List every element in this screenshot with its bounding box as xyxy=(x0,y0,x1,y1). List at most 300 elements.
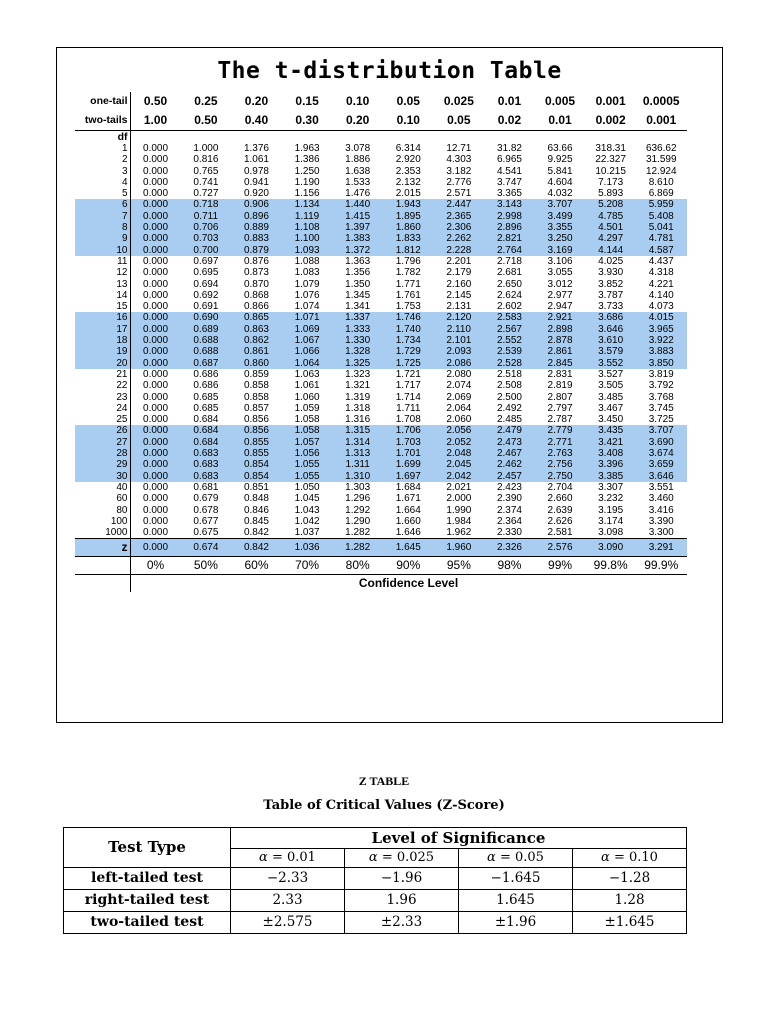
critical-value: 1.337 xyxy=(332,312,383,323)
critical-value: 0.695 xyxy=(193,267,219,279)
critical-value: 1.292 xyxy=(345,504,371,516)
df-value: 12 xyxy=(75,267,130,278)
critical-value: 0.694 xyxy=(193,278,219,290)
critical-value: 2.896 xyxy=(484,222,535,233)
critical-value: 1.962 xyxy=(446,527,472,539)
confidence-value: 95% xyxy=(434,557,485,575)
critical-value: 2.518 xyxy=(496,368,522,380)
z-label: z xyxy=(75,539,130,557)
df-row xyxy=(75,290,687,301)
test-type-header: Test Type xyxy=(64,828,231,868)
critical-value: 0.683 xyxy=(181,448,232,459)
critical-value: 2.920 xyxy=(395,154,421,166)
critical-value: 1.000 xyxy=(193,143,219,154)
critical-value: 5.841 xyxy=(547,165,573,177)
df-value: 13 xyxy=(75,279,130,290)
critical-value: 1.318 xyxy=(345,402,371,414)
critical-value: 4.587 xyxy=(636,245,687,256)
df-row xyxy=(75,233,687,244)
critical-value: 0.684 xyxy=(193,414,219,426)
critical-value: 31.599 xyxy=(645,154,677,166)
critical-value: 3.408 xyxy=(585,448,636,459)
critical-value: 2.093 xyxy=(434,346,485,357)
df-row xyxy=(75,245,687,256)
critical-value: 2.807 xyxy=(547,391,573,403)
critical-value: 0.000 xyxy=(130,358,181,369)
critical-value: 1.057 xyxy=(282,437,333,448)
critical-value: 2.602 xyxy=(496,301,522,313)
z-critical-value: ±1.96 xyxy=(459,912,573,934)
critical-value: 0.865 xyxy=(231,312,282,323)
critical-value: 1.761 xyxy=(395,289,421,301)
critical-value: 1.397 xyxy=(332,222,383,233)
critical-value: 1.134 xyxy=(282,199,333,210)
z-critical-value: ±2.575 xyxy=(231,912,345,934)
critical-value: 0.000 xyxy=(130,459,181,470)
z-value: 2.576 xyxy=(535,539,586,557)
critical-value: 6.965 xyxy=(496,154,522,166)
z-critical-values-table xyxy=(63,827,687,934)
z-critical-value: −2.33 xyxy=(231,868,345,890)
critical-value: 3.965 xyxy=(636,324,687,335)
critical-value: 0.896 xyxy=(231,211,282,222)
critical-value: 3.852 xyxy=(598,278,624,290)
df-value: 17 xyxy=(75,324,130,335)
df-row xyxy=(75,222,687,233)
critical-value: 0.000 xyxy=(130,346,181,357)
critical-value: 1.055 xyxy=(282,471,333,482)
df-value: 3 xyxy=(75,166,130,177)
critical-value: 0.711 xyxy=(181,211,232,222)
critical-value: 1.717 xyxy=(395,380,421,392)
critical-value: 0.941 xyxy=(243,176,269,188)
critical-value: 0.741 xyxy=(193,176,219,188)
critical-value: 3.078 xyxy=(345,143,371,154)
critical-value: 1.328 xyxy=(332,346,383,357)
critical-value: 4.015 xyxy=(636,312,687,323)
critical-value: 3.355 xyxy=(535,222,586,233)
critical-value: 1.093 xyxy=(282,245,333,256)
critical-value: 1.282 xyxy=(345,527,371,539)
critical-value: 2.681 xyxy=(496,267,522,279)
critical-value: 2.878 xyxy=(535,335,586,346)
critical-value: 4.140 xyxy=(648,289,674,301)
critical-value: 0.691 xyxy=(193,301,219,313)
critical-value: 1.372 xyxy=(332,245,383,256)
critical-value: 4.025 xyxy=(598,255,624,267)
critical-value: 1.296 xyxy=(345,493,371,505)
df-row xyxy=(75,505,687,516)
critical-value: 0.889 xyxy=(231,222,282,233)
df-row xyxy=(75,493,687,504)
df-value: 1000 xyxy=(75,527,130,539)
two-tails-value: 0.20 xyxy=(345,113,370,127)
df-value: 20 xyxy=(75,358,130,369)
critical-value: 2.467 xyxy=(484,448,535,459)
confidence-level-label: Confidence Level xyxy=(358,576,459,591)
critical-value: 2.552 xyxy=(484,335,535,346)
critical-value: 3.883 xyxy=(636,346,687,357)
critical-value: 0.842 xyxy=(243,527,269,539)
critical-value: 0.678 xyxy=(193,504,219,516)
critical-value: 0.690 xyxy=(181,312,232,323)
critical-value: 2.132 xyxy=(395,176,421,188)
critical-value: 1.671 xyxy=(395,493,421,505)
critical-value: 0.687 xyxy=(181,358,232,369)
spacer-cell xyxy=(75,575,130,593)
z-table-subtitle: Table of Critical Values (Z-Score) xyxy=(263,798,505,813)
critical-value: 1.706 xyxy=(383,425,434,436)
critical-value: 1.729 xyxy=(383,346,434,357)
critical-value: 4.785 xyxy=(585,211,636,222)
critical-value: 2.479 xyxy=(484,425,535,436)
critical-value: 0.000 xyxy=(130,312,181,323)
critical-value: 0.686 xyxy=(193,380,219,392)
spacer-cell xyxy=(231,131,282,144)
critical-value: 1.376 xyxy=(243,143,269,154)
critical-value: 5.959 xyxy=(636,199,687,210)
z-value: 3.090 xyxy=(585,539,636,557)
critical-value: 2.771 xyxy=(535,437,586,448)
test-type-label: right-tailed test xyxy=(64,890,231,912)
df-value: 29 xyxy=(75,459,130,470)
critical-value: 0.000 xyxy=(130,471,181,482)
critical-value: 3.579 xyxy=(585,346,636,357)
critical-value: 4.501 xyxy=(585,222,636,233)
one-tail-value: 0.10 xyxy=(345,94,370,108)
alpha-symbol: α xyxy=(487,850,496,865)
critical-value: 0.688 xyxy=(181,346,232,357)
alpha-cell xyxy=(459,849,573,868)
critical-value: 3.390 xyxy=(648,515,674,527)
one-tail-value: 0.01 xyxy=(497,94,522,108)
critical-value: 0.856 xyxy=(231,425,282,436)
critical-value: 1.319 xyxy=(345,391,371,403)
df-row xyxy=(75,516,687,527)
critical-value: 1.684 xyxy=(395,481,421,493)
confidence-value: 90% xyxy=(383,557,434,575)
critical-value: 2.473 xyxy=(484,437,535,448)
critical-value: 3.551 xyxy=(648,481,674,493)
one-tail-header-row xyxy=(75,92,687,111)
confidence-value: 0% xyxy=(130,557,181,575)
critical-value: 0.000 xyxy=(143,154,169,166)
critical-value: 1.325 xyxy=(332,358,383,369)
critical-value: 1.067 xyxy=(282,335,333,346)
critical-value: 1.315 xyxy=(332,425,383,436)
critical-value: 3.819 xyxy=(648,368,674,380)
z-value: 1.645 xyxy=(383,539,434,557)
critical-value: 0.697 xyxy=(193,255,219,267)
critical-value: 4.781 xyxy=(636,233,687,244)
critical-value: 1.043 xyxy=(294,504,320,516)
critical-value: 2.000 xyxy=(446,493,472,505)
critical-value: 0.684 xyxy=(181,437,232,448)
critical-value: 3.416 xyxy=(648,504,674,516)
critical-value: 0.816 xyxy=(193,154,219,166)
df-value: 7 xyxy=(75,211,130,222)
critical-value: 0.000 xyxy=(130,448,181,459)
one-tail-value: 0.25 xyxy=(194,94,218,108)
spacer-cell xyxy=(535,131,586,144)
z-value: 1.036 xyxy=(282,539,333,557)
critical-value: 2.845 xyxy=(535,358,586,369)
critical-value: 1.415 xyxy=(332,211,383,222)
z-critical-value: −1.645 xyxy=(459,868,573,890)
critical-value: 0.000 xyxy=(143,515,169,527)
critical-value: 2.861 xyxy=(535,346,586,357)
two-tails-value: 0.40 xyxy=(244,113,269,127)
alpha-value: = 0.05 xyxy=(499,850,544,865)
one-tail-value: 0.20 xyxy=(244,94,269,108)
critical-value: 2.797 xyxy=(547,402,573,414)
critical-value: 0.677 xyxy=(193,515,219,527)
critical-value: 2.998 xyxy=(484,211,535,222)
critical-value: 2.228 xyxy=(434,245,485,256)
critical-value: 0.000 xyxy=(143,176,169,188)
df-value: 4 xyxy=(75,177,130,188)
critical-value: 0.688 xyxy=(181,335,232,346)
df-value: 21 xyxy=(75,369,130,380)
critical-value: 2.567 xyxy=(484,324,535,335)
df-row xyxy=(75,369,687,380)
critical-value: 3.195 xyxy=(598,504,624,516)
level-of-significance-header: Level of Significance xyxy=(231,828,687,849)
critical-value: 2.390 xyxy=(496,493,522,505)
critical-value: 2.508 xyxy=(496,380,522,392)
critical-value: 0.855 xyxy=(231,448,282,459)
critical-value: 1.042 xyxy=(294,515,320,527)
critical-value: 1.313 xyxy=(332,448,383,459)
critical-value: 0.000 xyxy=(143,527,169,539)
critical-value: 0.000 xyxy=(143,188,169,200)
df-value: 80 xyxy=(75,505,130,516)
z-value: 3.291 xyxy=(636,539,687,557)
confidence-label-row xyxy=(75,575,687,593)
spacer-cell xyxy=(75,557,130,575)
critical-value: 1.190 xyxy=(294,176,320,188)
critical-value: 0.700 xyxy=(181,245,232,256)
critical-value: 1.771 xyxy=(395,278,421,290)
critical-value: 0.765 xyxy=(193,165,219,177)
critical-value: 2.015 xyxy=(395,188,421,200)
critical-value: 2.819 xyxy=(547,380,573,392)
df-row xyxy=(75,279,687,290)
critical-value: 2.763 xyxy=(535,448,586,459)
critical-value: 3.686 xyxy=(585,312,636,323)
df-value: 5 xyxy=(75,188,130,199)
critical-value: 0.868 xyxy=(243,289,269,301)
critical-value: 2.306 xyxy=(434,222,485,233)
critical-value: 2.262 xyxy=(434,233,485,244)
critical-value: 1.886 xyxy=(345,154,371,166)
critical-value: 2.787 xyxy=(547,414,573,426)
critical-value: 0.854 xyxy=(231,471,282,482)
critical-value: 2.485 xyxy=(496,414,522,426)
critical-value: 3.707 xyxy=(535,199,586,210)
critical-value: 2.145 xyxy=(446,289,472,301)
critical-value: 0.879 xyxy=(231,245,282,256)
critical-value: 4.144 xyxy=(585,245,636,256)
critical-value: 1.708 xyxy=(395,414,421,426)
critical-value: 1.350 xyxy=(345,278,371,290)
critical-value: 0.883 xyxy=(231,233,282,244)
z-critical-value: ±1.645 xyxy=(573,912,687,934)
critical-value: 1.714 xyxy=(395,391,421,403)
critical-value: 1.061 xyxy=(294,380,320,392)
z-critical-value: −1.96 xyxy=(345,868,459,890)
critical-value: 2.120 xyxy=(434,312,485,323)
critical-value: 0.000 xyxy=(143,278,169,290)
df-row xyxy=(75,527,687,539)
critical-value: 2.021 xyxy=(446,481,472,493)
critical-value: 3.012 xyxy=(547,278,573,290)
critical-value: 1.646 xyxy=(395,527,421,539)
critical-value: 2.074 xyxy=(446,380,472,392)
df-value: 14 xyxy=(75,290,130,301)
critical-value: 0.858 xyxy=(243,380,269,392)
critical-value: 1.725 xyxy=(383,358,434,369)
critical-value: 0.686 xyxy=(193,368,219,380)
df-value: 60 xyxy=(75,493,130,504)
critical-value: 1.440 xyxy=(332,199,383,210)
critical-value: 0.860 xyxy=(231,358,282,369)
df-row xyxy=(75,471,687,482)
critical-value: 0.692 xyxy=(193,289,219,301)
confidence-value: 98% xyxy=(484,557,535,575)
critical-value: 5.041 xyxy=(636,222,687,233)
df-value: 6 xyxy=(75,199,130,210)
critical-value: 1.076 xyxy=(294,289,320,301)
critical-value: 0.000 xyxy=(130,245,181,256)
critical-value: 2.831 xyxy=(547,368,573,380)
critical-value: 3.182 xyxy=(446,165,472,177)
critical-value: 3.385 xyxy=(585,471,636,482)
critical-value: 2.462 xyxy=(484,459,535,470)
critical-value: 1.316 xyxy=(345,414,371,426)
df-row xyxy=(75,459,687,470)
critical-value: 0.920 xyxy=(243,188,269,200)
critical-value: 0.685 xyxy=(193,402,219,414)
critical-value: 1.345 xyxy=(345,289,371,301)
critical-value: 3.690 xyxy=(636,437,687,448)
critical-value: 0.845 xyxy=(243,515,269,527)
test-row xyxy=(64,890,687,912)
critical-value: 1.782 xyxy=(395,267,421,279)
critical-value: 2.060 xyxy=(446,414,472,426)
critical-value: 2.064 xyxy=(446,402,472,414)
critical-value: 3.106 xyxy=(547,255,573,267)
critical-value: 1.943 xyxy=(383,199,434,210)
critical-value: 3.610 xyxy=(585,335,636,346)
df-header-row xyxy=(75,131,687,144)
critical-value: 6.869 xyxy=(648,188,674,200)
critical-value: 0.727 xyxy=(193,188,219,200)
df-value: 18 xyxy=(75,335,130,346)
critical-value: 0.000 xyxy=(143,267,169,279)
df-value: 1 xyxy=(75,143,130,154)
one-tail-value: 0.05 xyxy=(396,94,420,108)
df-row xyxy=(75,143,687,154)
critical-value: 1.059 xyxy=(294,402,320,414)
two-tails-value: 0.10 xyxy=(396,113,420,127)
critical-value: 2.639 xyxy=(547,504,573,516)
critical-value: 2.365 xyxy=(434,211,485,222)
critical-value: 1.058 xyxy=(294,414,320,426)
df-value: 9 xyxy=(75,233,130,244)
critical-value: 3.552 xyxy=(585,358,636,369)
critical-value: 1.664 xyxy=(395,504,421,516)
critical-value: 3.396 xyxy=(585,459,636,470)
critical-value: 1.796 xyxy=(395,255,421,267)
spacer-cell xyxy=(636,131,687,144)
df-value: 8 xyxy=(75,222,130,233)
df-value: 27 xyxy=(75,437,130,448)
critical-value: 0.858 xyxy=(243,391,269,403)
critical-value: 1.356 xyxy=(345,267,371,279)
critical-value: 3.460 xyxy=(648,493,674,505)
critical-value: 2.947 xyxy=(547,301,573,313)
z-critical-value: −1.28 xyxy=(573,868,687,890)
critical-value: 2.921 xyxy=(535,312,586,323)
one-tail-value: 0.15 xyxy=(295,94,319,108)
critical-value: 2.624 xyxy=(496,289,522,301)
df-row xyxy=(75,199,687,210)
critical-value: 1.290 xyxy=(345,515,371,527)
critical-value: 1.303 xyxy=(345,481,371,493)
critical-value: 4.604 xyxy=(547,176,573,188)
critical-value: 1.083 xyxy=(294,267,320,279)
critical-value: 0.000 xyxy=(143,414,169,426)
df-label: df xyxy=(75,131,130,144)
critical-value: 2.048 xyxy=(434,448,485,459)
critical-value: 3.174 xyxy=(598,515,624,527)
df-value: 16 xyxy=(75,312,130,323)
critical-value: 1.697 xyxy=(383,471,434,482)
critical-value: 1.056 xyxy=(282,448,333,459)
t-table-title: The t-distribution Table xyxy=(217,58,562,84)
critical-value: 0.000 xyxy=(130,425,181,436)
critical-value: 0.000 xyxy=(143,368,169,380)
critical-value: 1.333 xyxy=(332,324,383,335)
critical-value: 3.659 xyxy=(636,459,687,470)
critical-value: 2.160 xyxy=(446,278,472,290)
critical-value: 2.977 xyxy=(547,289,573,301)
df-value: 11 xyxy=(75,256,130,267)
critical-value: 2.779 xyxy=(535,425,586,436)
critical-value: 0.000 xyxy=(130,335,181,346)
confidence-value: 80% xyxy=(332,557,383,575)
critical-value: 2.821 xyxy=(484,233,535,244)
critical-value: 4.437 xyxy=(648,255,674,267)
df-value: 19 xyxy=(75,346,130,357)
critical-value: 0.000 xyxy=(143,402,169,414)
critical-value: 0.856 xyxy=(243,414,269,426)
critical-value: 1.108 xyxy=(282,222,333,233)
critical-value: 0.675 xyxy=(193,527,219,539)
z-critical-value: 1.28 xyxy=(573,890,687,912)
critical-value: 1.074 xyxy=(294,301,320,313)
critical-value: 0.684 xyxy=(181,425,232,436)
critical-value: 0.000 xyxy=(143,391,169,403)
confidence-value: 99.9% xyxy=(636,557,687,575)
two-tails-value: 0.002 xyxy=(595,113,626,127)
critical-value: 3.505 xyxy=(598,380,624,392)
critical-value: 1.071 xyxy=(282,312,333,323)
df-row xyxy=(75,346,687,357)
spacer-cell xyxy=(332,131,383,144)
confidence-row xyxy=(75,557,687,575)
